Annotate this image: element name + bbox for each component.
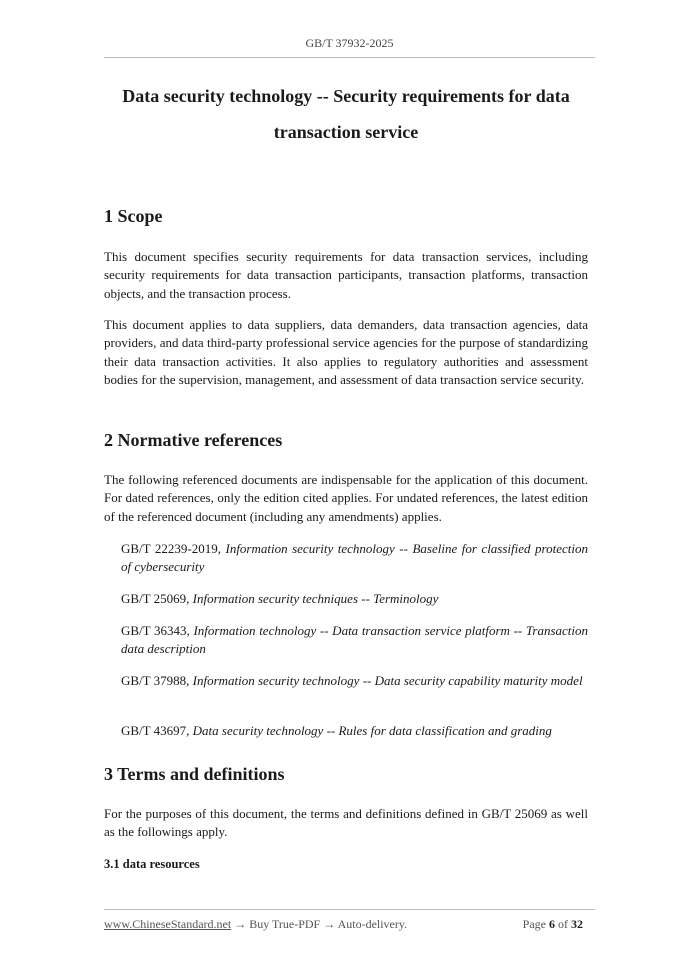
reference-code: GB/T 25069, bbox=[121, 591, 190, 606]
page-indicator bbox=[523, 917, 583, 932]
footer-promo bbox=[104, 917, 407, 932]
footer-tagline: → Buy True-PDF → Auto-delivery. bbox=[231, 917, 408, 931]
title-line-2: transaction service bbox=[273, 122, 419, 142]
footer-divider bbox=[104, 909, 595, 910]
reference-item bbox=[121, 540, 588, 577]
of-label: of bbox=[558, 917, 568, 931]
page-label: Page bbox=[522, 917, 546, 931]
reference-item bbox=[121, 622, 588, 659]
total-pages: 32 bbox=[571, 917, 583, 931]
title-line-1: Data security technology -- Security requirements for data bbox=[122, 86, 570, 106]
normative-intro: The following referenced documents are indispensable for the application of this document. For dated references, only the edition cited applies. For undated references, the latest edition of the referenced document (including any amendments) applies. bbox=[104, 472, 588, 524]
section-heading-normative-references: 2 Normative references bbox=[104, 430, 283, 450]
page-header bbox=[104, 36, 595, 51]
reference-title: Information security techniques -- Terminology bbox=[192, 591, 439, 606]
reference-item bbox=[121, 590, 588, 608]
reference-code: GB/T 36343, bbox=[121, 623, 190, 638]
reference-title: Data security technology -- Rules for data classification and grading bbox=[192, 723, 552, 738]
reference-item bbox=[121, 672, 588, 690]
reference-title: Information security technology -- Data security capability maturity model bbox=[192, 673, 583, 688]
standard-code: GB/T 37932-2025 bbox=[305, 36, 394, 50]
reference-code: GB/T 22239-2019, bbox=[121, 541, 221, 556]
reference-title: Information technology -- Data transaction service platform -- Transaction data description bbox=[121, 623, 589, 657]
subsection-heading: 3.1 data resources bbox=[104, 857, 200, 871]
section-heading-scope: 1 Scope bbox=[104, 206, 163, 226]
document-title bbox=[104, 78, 588, 150]
reference-code: GB/T 37988, bbox=[121, 673, 190, 688]
reference-code: GB/T 43697, bbox=[121, 723, 190, 738]
header-divider bbox=[104, 57, 595, 58]
reference-item bbox=[121, 722, 588, 740]
section-heading-terms-definitions: 3 Terms and definitions bbox=[104, 764, 285, 784]
reference-title: Information security technology -- Baseline for classified protection of cybersecurity bbox=[121, 541, 588, 575]
scope-paragraph-1: This document specifies security requirements for data transaction services, including security requirements for data transaction participants, transaction platforms, transaction objects, and the transaction process. bbox=[104, 249, 588, 301]
scope-paragraph-2: This document applies to data suppliers, data demanders, data transaction agencies, data providers, and data third-party professional service agencies for the purpose of standardizing their data transaction activities. It also applies to regulatory authorities and assessment bodies for the supervision, management, and assessment of data transaction service security. bbox=[104, 317, 588, 388]
terms-intro: For the purposes of this document, the terms and definitions defined in GB/T 25069 as well as the followings apply. bbox=[104, 806, 588, 840]
page-number: 6 bbox=[549, 917, 555, 931]
site-link[interactable]: www.ChineseStandard.net bbox=[104, 917, 232, 931]
